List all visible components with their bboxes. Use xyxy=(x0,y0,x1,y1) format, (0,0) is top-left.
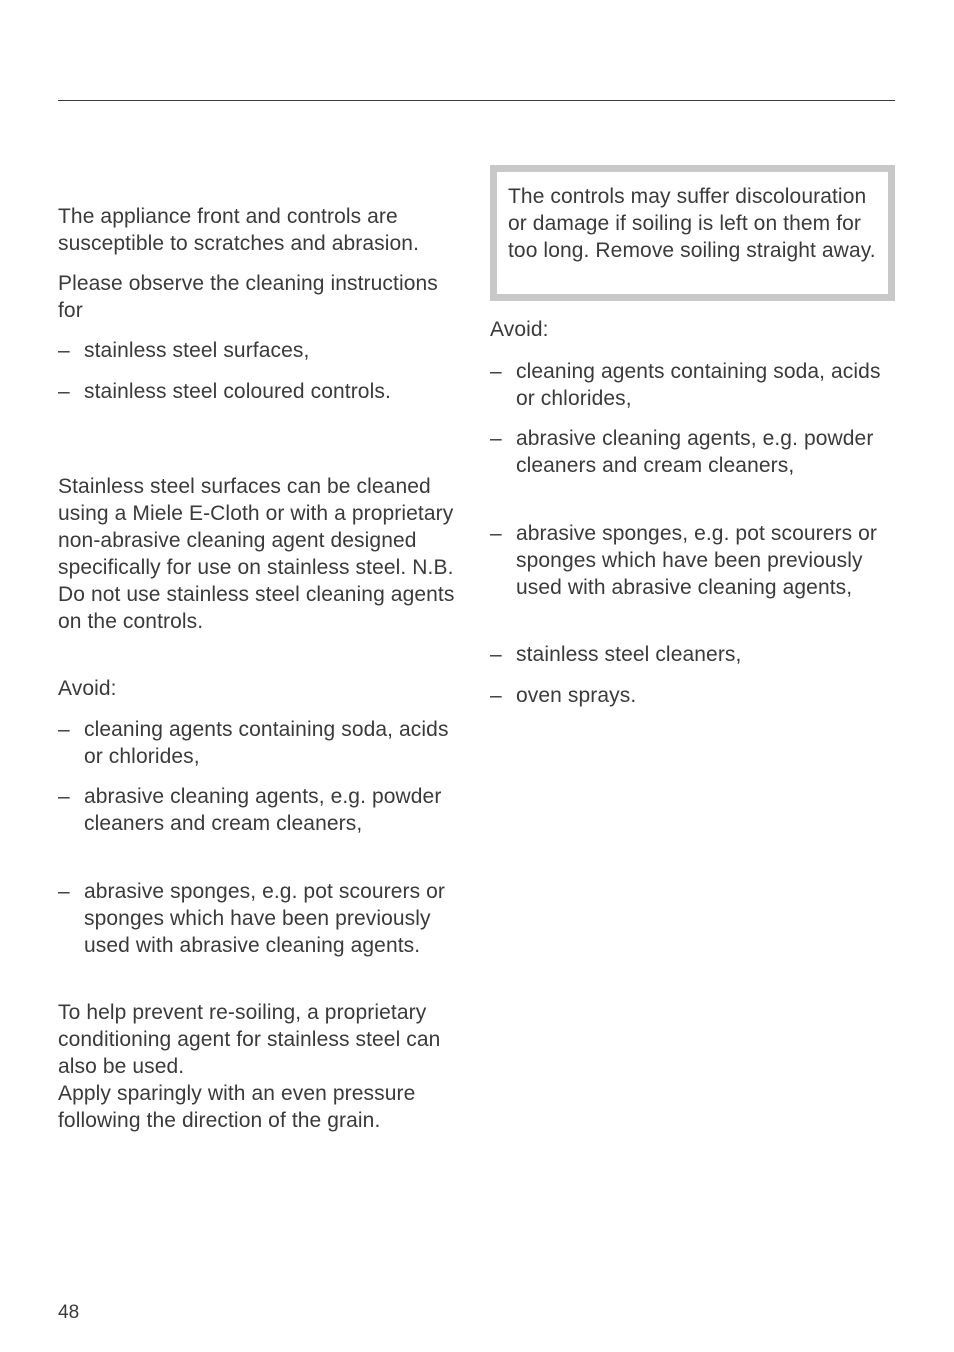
list-item xyxy=(490,520,895,601)
application-paragraph: Apply sparingly with an even pressure following the direction of the grain. xyxy=(58,1082,416,1132)
list-dash: – xyxy=(58,785,70,808)
list-item-text: abrasive cleaning agents, e.g. powder cleaners and cream cleaners, xyxy=(516,427,874,477)
list-dash: – xyxy=(58,380,70,403)
list-item xyxy=(490,682,895,709)
conditioning-paragraph: To help prevent re-soiling, a proprietary conditioning agent for stainless steel can also be used. xyxy=(58,1001,441,1078)
avoid-label-right: Avoid: xyxy=(490,318,549,341)
list-dash: – xyxy=(58,880,70,903)
list-item xyxy=(490,425,895,479)
list-dash: – xyxy=(490,643,502,666)
list-item xyxy=(490,641,895,668)
header-rule xyxy=(58,100,895,101)
list-item xyxy=(58,783,466,837)
list-item-text: stainless steel surfaces, xyxy=(84,339,310,362)
list-dash: – xyxy=(490,684,502,707)
list-item-text: oven sprays. xyxy=(516,684,637,707)
warning-note-box xyxy=(490,165,895,301)
list-item xyxy=(58,337,466,364)
stainless-steel-paragraph: Stainless steel surfaces can be cleaned using a Miele E-Cloth or with a proprietary non-abrasive cleaning agent designed specifically for use on stainless steel. N.B. Do not use stainless steel cleaning agents on the controls. xyxy=(58,475,455,633)
warning-note-text: The controls may suffer discolouration or damage if soiling is left on them for too long. Remove soiling straight away. xyxy=(508,185,876,262)
list-item-text: stainless steel coloured controls. xyxy=(84,380,391,403)
list-item-text: cleaning agents containing soda, acids or chlorides, xyxy=(84,718,449,768)
list-dash: – xyxy=(58,718,70,741)
list-dash: – xyxy=(58,339,70,362)
intro-paragraph: The appliance front and controls are susceptible to scratches and abrasion. xyxy=(58,205,420,255)
list-dash: – xyxy=(490,360,502,383)
list-item-text: cleaning agents containing soda, acids or chlorides, xyxy=(516,360,881,410)
list-item-text: abrasive cleaning agents, e.g. powder cleaners and cream cleaners, xyxy=(84,785,442,835)
list-dash: – xyxy=(490,522,502,545)
list-dash: – xyxy=(490,427,502,450)
list-item xyxy=(58,378,466,405)
list-item xyxy=(58,716,466,770)
list-item-text: abrasive sponges, e.g. pot scourers or sponges which have been previously used with abrasive cleaning agents, xyxy=(516,522,877,599)
observe-paragraph: Please observe the cleaning instructions for xyxy=(58,272,438,322)
list-item xyxy=(490,358,895,412)
page-number: 48 xyxy=(58,1302,80,1323)
list-item-text: stainless steel cleaners, xyxy=(516,643,742,666)
list-item xyxy=(58,878,466,959)
list-item-text: abrasive sponges, e.g. pot scourers or sponges which have been previously used with abrasive cleaning agents. xyxy=(84,880,445,957)
avoid-label-left: Avoid: xyxy=(58,677,117,700)
